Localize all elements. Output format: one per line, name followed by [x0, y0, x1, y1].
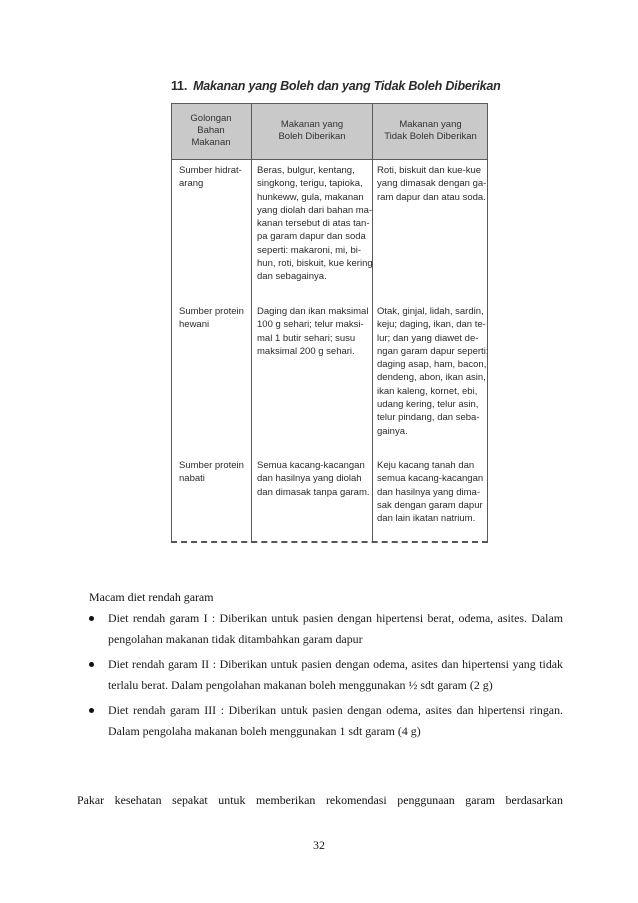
- text-fragment: yang diawet de-: [408, 332, 479, 344]
- cell-line: [257, 230, 373, 243]
- text-fragment: ram dapur: [377, 191, 423, 203]
- text-fragment: dan: [422, 191, 439, 203]
- text-fragment: seba-: [453, 412, 480, 424]
- group-line: hewani: [179, 319, 210, 331]
- text-fragment: semua kacang-kacangan: [377, 473, 484, 485]
- text-fragment: dan: [377, 513, 393, 525]
- text-fragment: dan: [257, 473, 273, 485]
- text-fragment: garam: [400, 345, 428, 357]
- cell-line: [257, 217, 373, 230]
- text-fragment: ikan kaleng, kornet, ebi,: [377, 385, 478, 397]
- text-fragment: telur pindang,: [377, 412, 438, 424]
- bullet-icon: [89, 616, 94, 621]
- text-fragment: garam.: [339, 486, 370, 498]
- cell-line: [377, 345, 488, 358]
- group-line: Sumber protein: [179, 306, 244, 317]
- header-group: [171, 103, 251, 159]
- table-title: [171, 79, 501, 93]
- cell-line: [377, 472, 483, 485]
- text-fragment: 100 g sehari; telur maksi-: [257, 319, 364, 331]
- cell-line: [257, 244, 373, 257]
- text-fragment: seperti: makaroni, mi, bi-: [257, 244, 362, 256]
- bullet-icon: [89, 662, 94, 667]
- text-fragment: yang Tidak Boleh Diberikan: [338, 79, 501, 93]
- text-fragment: dan: [289, 306, 306, 317]
- text-fragment: keju; daging, ikan,: [377, 319, 457, 331]
- cell-line: [377, 398, 488, 411]
- list-item: Diet rendah garam I : Diberikan untuk pasien dengan hipertensi berat, odema, asites. Dalam pengolahan makanan tidak ditambahkan garam dapur: [89, 608, 563, 650]
- text-fragment: dan: [257, 486, 273, 498]
- header-line: Golongan: [190, 113, 232, 124]
- text-fragment: sak dengan: [377, 499, 429, 511]
- page-number: 32: [313, 838, 325, 852]
- text-fragment: dan: [326, 231, 343, 243]
- cell-line: [377, 385, 488, 398]
- intro-text: Macam diet rendah garam: [89, 590, 214, 604]
- table-number: 11.: [171, 79, 188, 93]
- text-fragment: kanan tersebut di atas tan-: [257, 218, 370, 230]
- cell-line: [377, 499, 483, 512]
- text-fragment: dan: [317, 79, 339, 93]
- text-fragment: pa: [257, 231, 271, 243]
- header-allowed: [252, 103, 372, 159]
- row-carb-group: [179, 164, 242, 191]
- header-line: Tidak Boleh Diberikan: [384, 131, 477, 142]
- text-fragment: hunkeww, gula, makanan: [257, 191, 364, 203]
- text-fragment: hasilnya yang dima-: [392, 486, 480, 498]
- header-not-allowed: [373, 103, 488, 159]
- diet-types-list: [89, 608, 563, 746]
- text-fragment: ngan: [377, 345, 401, 357]
- text-fragment: singkong, terigu, tapioka,: [257, 178, 363, 190]
- cell-line: [377, 318, 488, 331]
- list-item: Diet rendah garam II : Diberikan untuk pasien dengan odema, asites dan hipertensi yang tidak terlalu berat. Dalam pengolahan makanan boleh menggunakan ½ sdt garam (2 g): [89, 654, 563, 696]
- cell-line: [377, 305, 488, 318]
- text-fragment: kue-kue: [444, 165, 482, 176]
- cell-line: [257, 270, 373, 283]
- list-item: Diet rendah garam III : Diberikan untuk pasien dengan odema, asites dan hipertensi ringan. Dalam pengolaha makanan boleh menggunakan 1 sdt garam (4 g): [89, 700, 563, 742]
- row-plant-protein-not-allowed: [377, 459, 483, 525]
- text-fragment: garam: [270, 231, 298, 243]
- cell-line: [377, 486, 483, 499]
- header-line: Bahan: [197, 125, 225, 136]
- header-line: Makanan yang: [280, 119, 344, 130]
- text-fragment: dan: [377, 486, 393, 498]
- diet-table: [171, 103, 488, 543]
- row-animal-protein-group: [179, 305, 244, 332]
- cell-line: [377, 459, 483, 472]
- text-fragment: lain ikatan natrium.: [392, 513, 476, 525]
- row-animal-protein-not-allowed: [377, 305, 488, 438]
- cell-line: [377, 512, 483, 525]
- text-fragment: dan: [456, 319, 473, 331]
- header-line: Makanan: [191, 137, 231, 148]
- text-fragment: dimasak tanpa: [272, 486, 340, 498]
- cell-line: [377, 425, 488, 438]
- text-fragment: Keju kacang tanah: [377, 460, 459, 471]
- row-carb-not-allowed: [377, 164, 486, 204]
- cell-line: [257, 459, 370, 472]
- text-fragment: hun, roti, biskuit, kue kering: [257, 258, 373, 270]
- cell-line: [377, 371, 488, 384]
- table-title-text: [193, 79, 500, 93]
- text-fragment: te-: [472, 319, 486, 331]
- text-fragment: garam: [428, 499, 456, 511]
- group-line: nabati: [179, 473, 205, 485]
- row-carb-allowed: [257, 164, 373, 284]
- cell-line: [377, 191, 486, 204]
- group-line: Sumber protein: [179, 460, 244, 471]
- text-fragment: mal 1 butir sehari; susu: [257, 332, 356, 344]
- text-fragment: dan: [437, 412, 454, 424]
- text-fragment: soda: [342, 231, 366, 243]
- text-fragment: dan: [392, 332, 409, 344]
- cell-line: [257, 257, 373, 270]
- group-line: Sumber hidrat-: [179, 165, 242, 176]
- text-fragment: ikan maksimal: [305, 306, 369, 317]
- row-animal-protein-allowed: [257, 305, 368, 358]
- text-fragment: Makanan yang Boleh: [193, 79, 318, 93]
- cell-line: [257, 177, 373, 190]
- table-cut-edge: [171, 541, 488, 543]
- text-fragment: yang dimasak dengan ga-: [377, 178, 487, 190]
- cell-line: [377, 332, 488, 345]
- text-fragment: Roti, biskuit: [377, 165, 429, 176]
- text-fragment: atau soda.: [438, 191, 486, 203]
- cell-line: [257, 305, 368, 318]
- cell-line: [257, 332, 368, 345]
- text-fragment: dapur: [297, 231, 327, 243]
- text-fragment: Semua kacang-kacangan: [257, 460, 365, 471]
- text-fragment: gainya.: [377, 425, 408, 437]
- header-line: Makanan yang: [399, 119, 462, 130]
- text-fragment: dendeng, abon, ikan asin,: [377, 372, 486, 384]
- cell-line: [257, 486, 370, 499]
- text-fragment: sebagainya.: [272, 271, 327, 283]
- group-line: arang: [179, 178, 204, 190]
- cell-line: [257, 318, 368, 331]
- text-fragment: hasilnya yang diolah: [272, 473, 362, 485]
- text-fragment: Otak, ginjal, lidah, sardin,: [377, 306, 484, 317]
- scanned-table-image: [165, 73, 501, 548]
- bullet-icon: [89, 708, 94, 713]
- closing-paragraph: Pakar kesehatan sepakat untuk memberikan rekomendasi penggunaan garam berdasarkan: [77, 793, 563, 807]
- cell-line: [257, 191, 373, 204]
- cell-line: [257, 472, 370, 485]
- text-fragment: Daging: [257, 306, 290, 317]
- cell-line: [377, 164, 486, 177]
- text-fragment: dan: [257, 271, 273, 283]
- text-fragment: dapur: [455, 499, 483, 511]
- row-plant-protein-allowed: [257, 459, 370, 499]
- cell-line: [257, 204, 373, 217]
- text-fragment: daging asap, ham, bacon,: [377, 359, 487, 371]
- text-fragment: maksimal 200 g sehari.: [257, 345, 355, 357]
- row-plant-protein-group: [179, 459, 244, 486]
- text-fragment: lur;: [377, 332, 393, 344]
- cell-line: [377, 411, 488, 424]
- header-line: Boleh Diberikan: [278, 131, 346, 142]
- cell-line: [377, 177, 486, 190]
- text-fragment: dan: [458, 460, 475, 471]
- cell-line: [257, 164, 373, 177]
- text-fragment: dan: [428, 165, 445, 176]
- text-fragment: yang diolah dari bahan ma-: [257, 204, 373, 216]
- text-fragment: Beras, bulgur, kentang,: [257, 165, 355, 176]
- text-fragment: dapur seperti:: [427, 345, 489, 357]
- cell-line: [257, 345, 368, 358]
- cell-line: [377, 358, 488, 371]
- text-fragment: udang kering, telur asin,: [377, 399, 479, 411]
